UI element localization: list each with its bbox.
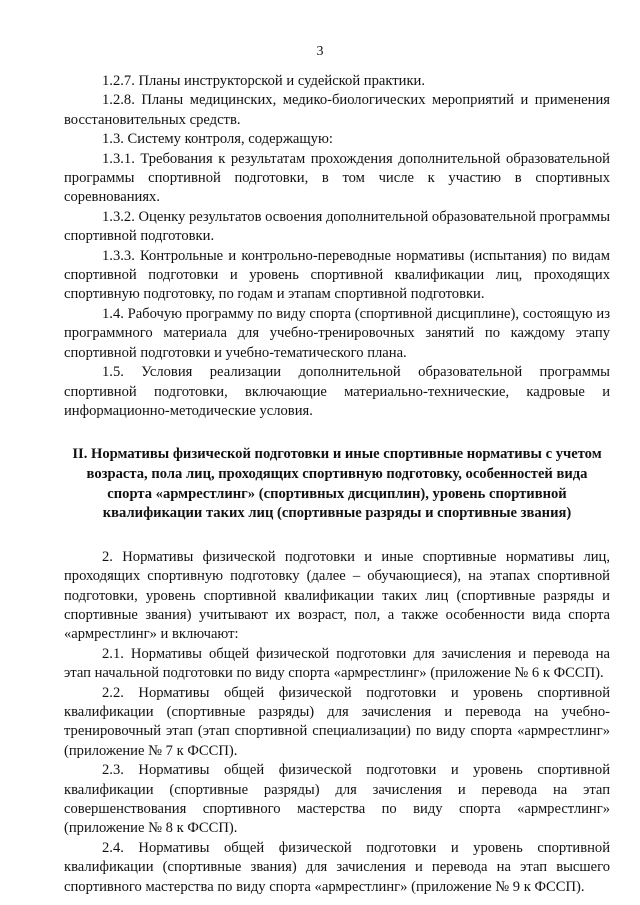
paragraph-2-3: 2.3. Нормативы общей физической подготовки и уровень спортивной квалификации (спортивные разряды) для зачисления и перевода на этап совершенствования спортивного мастерства по виду спорта «армрестлинг» (приложение № 8 к ФССП). xyxy=(64,762,610,837)
paragraph-1-3: 1.3. Систему контроля, содержащую: xyxy=(102,131,333,148)
paragraph-1-3-3: 1.3.3. Контрольные и контрольно-переводные нормативы (испытания) по видам спортивной подготовки и уровень спортивной квалификации лиц, проходящих спортивную подготовку, по годам и этапам спортивной подготовки. xyxy=(64,247,610,303)
paragraph-2: 2. Нормативы физической подготовки и иные спортивные нормативы лиц, проходящих спортивную подготовку (далее – обучающиеся), на этапах спортивной подготовки, уровень спортивной квалификации таких лиц (спортивные разряды и спортивные звания) учитывают их возраст, пол, а также особенности вида спорта «армрестлинг» и включают: xyxy=(64,548,610,643)
paragraph-1-5: 1.5. Условия реализации дополнительной образовательной программы спортивной подготовки, включающие материально-технические, кадровые и информационно-методические условия. xyxy=(64,364,610,419)
paragraph-2-1: 2.1. Нормативы общей физической подготовки для зачисления и перевода на этап начальной подготовки по виду спорта «армрестлинг» (приложение № 6 к ФССП). xyxy=(64,645,610,682)
paragraph-2-2: 2.2. Нормативы общей физической подготовки и уровень спортивной квалификации (спортивные разряды) для зачисления и перевода на учебно-тренировочный этап (этап спортивной специализации) по виду спорта «армрестлинг» (приложение № 7 к ФССП). xyxy=(64,684,610,759)
page-number: 3 xyxy=(316,44,324,59)
paragraph-1-2-7: 1.2.7. Планы инструкторской и судейской практики. xyxy=(102,73,425,89)
paragraph-1-4: 1.4. Рабочую программу по виду спорта (спортивной дисциплине), состоящую из программного материала для учебно-тренировочных занятий по каждому этапу спортивной подготовки и учебно-тематического плана. xyxy=(64,305,610,361)
section-heading-2: II. Нормативы физической подготовки и иные спортивные нормативы с учетом возраста, пола лиц, проходящих спортивную подготовку, особенностей вида спорта «армрестлинг» (спортивных дисциплин), уровень спортивной квалификации таких лиц (спортивные разряды и спортивные звания) xyxy=(72,446,602,522)
paragraph-1-3-2: 1.3.2. Оценку результатов освоения дополнительной образовательной программы спортивной подготовки. xyxy=(64,208,610,245)
document-body xyxy=(64,72,610,897)
paragraph-1-3-1: 1.3.1. Требования к результатам прохождения дополнительной образовательной программы спортивной подготовки, в том числе к участию в спортивных соревнованиях. xyxy=(64,150,610,206)
paragraph-2-4: 2.4. Нормативы общей физической подготовки и уровень спортивной квалификации (спортивные звания) для зачисления и перевода на этап высшего спортивного мастерства по виду спорта «армрестлинг» (приложение № 9 к ФССП). xyxy=(64,839,610,895)
paragraph-1-2-8: 1.2.8. Планы медицинских, медико-биологических мероприятий и применения восстановительных средств. xyxy=(64,92,610,128)
